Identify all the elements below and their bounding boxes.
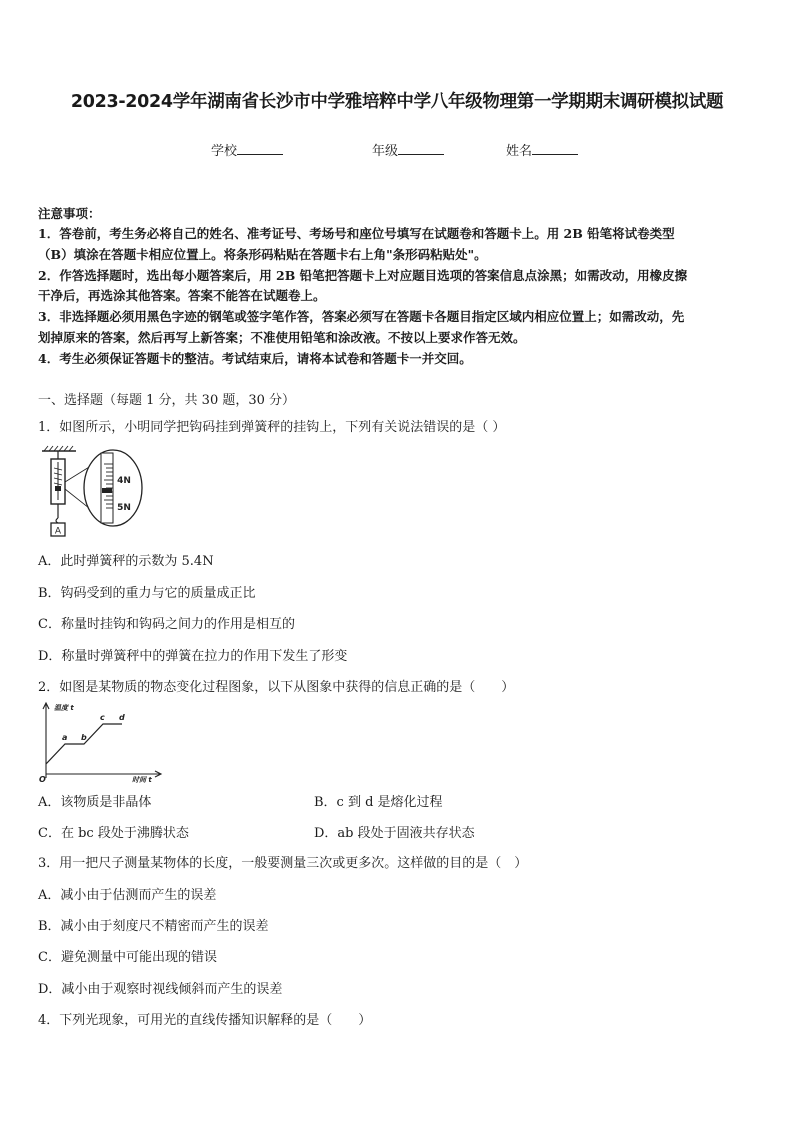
series-line [46, 724, 122, 764]
point-label-d: d [119, 713, 125, 722]
q3-option-c: C．避免测量中可能出现的错误 [38, 950, 217, 965]
notes-line: 干净后，再选涂其他答案。答案不能答在试题卷上。 [38, 288, 326, 303]
grade-field [372, 140, 444, 159]
grade-blank [398, 142, 444, 155]
q3-stem: 3．用一把尺子测量某物体的长度，一般要测量三次或更多次。这样做的目的是（ ） [38, 856, 528, 871]
notes-heading: 注意事项： [38, 206, 101, 221]
q3-option-b: B．减小由于刻度尺不精密而产生的误差 [38, 919, 269, 934]
section-heading: 一、选择题（每题 1 分，共 30 题，30 分） [38, 393, 296, 408]
spring-scale-svg [38, 444, 150, 540]
point-label-a: a [62, 733, 68, 742]
q3-option-a: A．减小由于估测而产生的误差 [38, 888, 217, 903]
q1-stem: 1．如图所示，小明同学把钩码挂到弹簧秤的挂钩上，下列有关说法错误的是（ ） [38, 420, 506, 435]
q2-option-a: A．该物质是非晶体 [38, 795, 152, 810]
origin-label: O [39, 775, 46, 784]
school-blank [237, 142, 283, 155]
notes-line: 4．考生必须保证答题卡的整洁。考试结束后，请将本试卷和答题卡一并交回。 [38, 351, 472, 366]
name-label: 姓名 [506, 144, 533, 159]
notes-line: 1．答卷前，考生务必将自己的姓名、准考证号、考场号和座位号填写在试题卷和答题卡上。用 2B 铅笔将试卷类型 [38, 226, 675, 241]
scale-label-4n: 4N [117, 476, 131, 486]
name-blank [532, 142, 578, 155]
name-field [506, 140, 578, 159]
page-title: 2023-2024学年湖南省长沙市中学雅培粹中学八年级物理第一学期期末调研模拟试题 [70, 92, 724, 112]
point-label-b: b [81, 733, 87, 742]
x-axis-label: 时间 t [132, 776, 152, 784]
weight-label: A [54, 526, 62, 537]
q1-option-d: D．称量时弹簧秤中的弹簧在拉力的作用下发生了形变 [38, 649, 348, 664]
notes-line: 2．作答选择题时，选出每小题答案后，用 2B 铅笔把答题卡上对应题目选项的答案信息点涂黑；如需改动，用橡皮擦 [38, 268, 688, 283]
y-axis-label: 温度 t [54, 704, 74, 712]
q1-option-b: B．钩码受到的重力与它的质量成正比 [38, 586, 256, 601]
q2-temperature-chart [36, 700, 166, 788]
q4-stem: 4．下列光现象，可用光的直线传播知识解释的是（ ） [38, 1013, 372, 1028]
q1-option-c: C．称量时挂钩和钩码之间力的作用是相互的 [38, 617, 295, 632]
notes-line: （B）填涂在答题卡相应位置上。将条形码粘贴在答题卡右上角"条形码粘贴处"。 [38, 247, 487, 262]
scale-label-5n: 5N [117, 503, 131, 513]
notes-line: 3．非选择题必须用黑色字迹的钢笔或签字笔作答，答案必须写在答题卡各题目指定区域内相应位置上；如需改动，先 [38, 309, 685, 324]
school-field [211, 140, 283, 159]
q2-option-c: C．在 bc 段处于沸腾状态 [38, 826, 189, 841]
q2-option-b: B．c 到 d 是熔化过程 [314, 795, 443, 810]
q1-spring-scale-figure [38, 444, 150, 544]
q1-option-a: A．此时弹簧秤的示数为 5.4N [38, 554, 214, 569]
point-label-c: c [100, 713, 105, 722]
q2-stem: 2．如图是某物质的物态变化过程图象，以下从图象中获得的信息正确的是（ ） [38, 680, 515, 695]
grade-label: 年级 [372, 144, 399, 159]
temperature-chart-svg [36, 700, 166, 784]
school-label: 学校 [211, 144, 238, 159]
notes-line: 划掉原来的答案，然后再写上新答案；不准使用铅笔和涂改液。不按以上要求作答无效。 [38, 330, 526, 345]
q2-option-d: D．ab 段处于固液共存状态 [314, 826, 475, 841]
q3-option-d: D．减小由于观察时视线倾斜而产生的误差 [38, 982, 283, 997]
